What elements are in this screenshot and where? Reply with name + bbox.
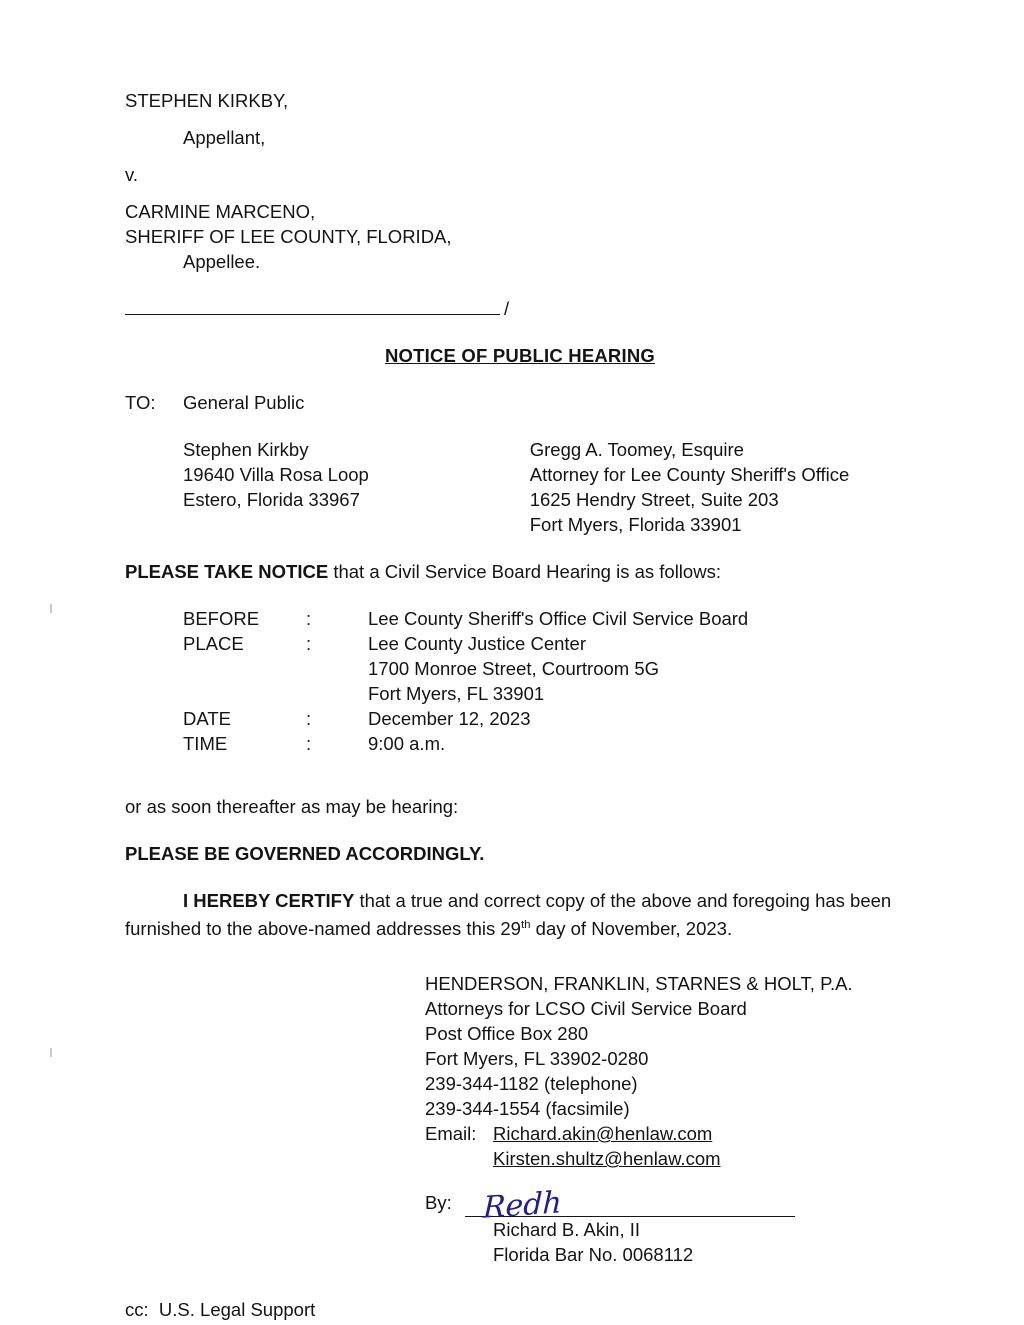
caption-appellee-role: Appellee. — [183, 251, 261, 272]
document-body — [125, 88, 915, 1322]
hearing-details — [125, 606, 915, 756]
caption-rule-slash: / — [504, 298, 510, 319]
firm-city-state-zip: Fort Myers, FL 33902-0280 — [425, 1048, 649, 1070]
address-line: Estero, Florida 33967 — [183, 489, 360, 510]
signature-line — [465, 1185, 795, 1226]
email-link-richard[interactable]: Richard.akin@henlaw.com — [493, 1123, 713, 1145]
governed-accordingly-line: PLEASE BE GOVERNED ACCORDINGLY. — [125, 843, 485, 864]
address-line: Gregg A. Toomey, Esquire — [529, 439, 744, 460]
detail-row — [183, 731, 915, 756]
caption-appellant-role: Appellant, — [183, 127, 266, 148]
detail-value: 1700 Monroe Street, Courtroom 5G — [368, 658, 660, 679]
to-value: General Public — [183, 392, 305, 413]
email-link-kirsten[interactable]: Kirsten.shultz@henlaw.com — [493, 1148, 721, 1170]
thereafter-line: or as soon thereafter as may be hearing: — [125, 796, 459, 817]
firm-role: Attorneys for LCSO Civil Service Board — [425, 998, 747, 1020]
detail-row — [183, 681, 915, 706]
take-notice-rest: that a Civil Service Board Hearing is as follows: — [328, 561, 721, 582]
signature-block — [125, 971, 915, 1267]
certify-superscript: th — [520, 919, 531, 931]
detail-value: 9:00 a.m. — [368, 733, 446, 754]
address-line: 1625 Hendry Street, Suite 203 — [529, 489, 779, 510]
address-line: Stephen Kirkby — [183, 439, 309, 460]
certify-part2: day of November, 2023. — [530, 918, 733, 940]
detail-row — [183, 706, 915, 731]
email-link-primary[interactable] — [493, 1121, 712, 1146]
signer-name: Richard B. Akin, II — [493, 1219, 641, 1241]
email-label: Email: — [425, 1123, 477, 1145]
address-block — [125, 437, 915, 537]
firm-telephone: 239-344-1182 (telephone) — [425, 1073, 638, 1095]
address-line: Fort Myers, Florida 33901 — [529, 514, 742, 535]
detail-colon: : — [306, 708, 312, 729]
take-notice-paragraph — [125, 559, 915, 584]
to-row — [125, 390, 915, 415]
address-line: 19640 Villa Rosa Loop — [183, 464, 369, 485]
detail-value: Lee County Justice Center — [368, 633, 587, 654]
caption-appellee-name: CARMINE MARCENO, — [125, 201, 316, 222]
detail-label: DATE — [183, 708, 231, 729]
firm-name: HENDERSON, FRANKLIN, STARNES & HOLT, P.A. — [425, 973, 853, 995]
detail-row — [183, 656, 915, 681]
caption-versus: v. — [125, 164, 139, 185]
scan-edge-mark — [50, 1048, 52, 1057]
detail-label — [183, 656, 306, 681]
address-line: Attorney for Lee County Sheriff's Office — [529, 464, 850, 485]
cc-line: cc: U.S. Legal Support — [125, 1299, 316, 1321]
page-title-wrapper — [125, 343, 915, 368]
firm-po-box: Post Office Box 280 — [425, 1023, 589, 1045]
caption-appellant-name: STEPHEN KIRKBY, — [125, 90, 289, 111]
detail-colon: : — [306, 633, 312, 654]
detail-row — [183, 631, 915, 656]
certify-lead: I HEREBY CERTIFY — [183, 890, 355, 911]
take-notice-lead: PLEASE TAKE NOTICE — [125, 561, 329, 582]
page-title: NOTICE OF PUBLIC HEARING — [385, 345, 655, 366]
signature-by-row — [425, 1183, 915, 1226]
detail-label: BEFORE — [183, 608, 260, 629]
detail-colon — [306, 656, 368, 681]
caption-appellee-title: SHERIFF OF LEE COUNTY, FLORIDA, — [125, 226, 452, 247]
email-link-secondary[interactable] — [425, 1146, 915, 1171]
firm-facsimile: 239-344-1554 (facsimile) — [425, 1098, 630, 1120]
detail-label — [183, 681, 306, 706]
to-label: TO: — [125, 392, 156, 413]
handwritten-signature: Redh — [482, 1185, 563, 1226]
caption-rule-line — [125, 314, 500, 315]
certify-part1: that a true and correct copy of the above and foregoing has been furnished to the above-named addresses this 29 — [125, 890, 892, 940]
detail-value: December 12, 2023 — [368, 708, 531, 729]
email-row — [425, 1121, 915, 1146]
signer-bar-number: Florida Bar No. 0068112 — [493, 1244, 694, 1266]
detail-row — [183, 606, 915, 631]
detail-label: TIME — [183, 733, 228, 754]
certify-paragraph — [125, 888, 915, 941]
scan-edge-mark — [50, 604, 52, 613]
detail-colon: : — [306, 733, 312, 754]
by-label: By: — [425, 1192, 452, 1214]
detail-colon: : — [306, 608, 312, 629]
detail-value: Lee County Sheriff's Office Civil Service Board — [368, 608, 749, 629]
caption-divider-rule — [125, 296, 915, 321]
address-column-attorney — [530, 437, 915, 537]
detail-colon — [306, 681, 368, 706]
detail-label: PLACE — [183, 633, 244, 654]
detail-value: Fort Myers, FL 33901 — [368, 683, 545, 704]
address-column-appellant — [183, 437, 530, 537]
